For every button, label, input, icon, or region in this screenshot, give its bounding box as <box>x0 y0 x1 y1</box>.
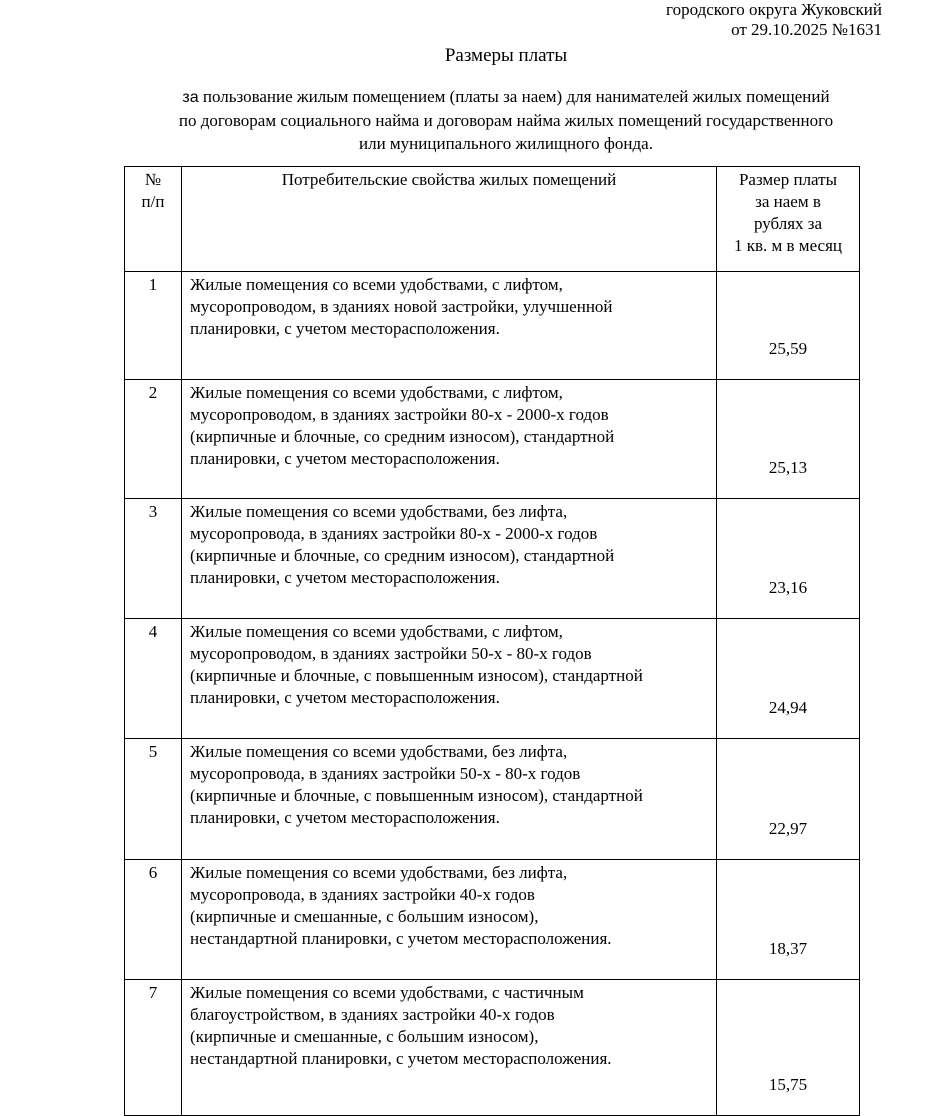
header-line-2: от 29.10.2025 №1631 <box>731 20 882 39</box>
row-description-line: планировки, с учетом месторасположения. <box>190 688 500 707</box>
row-number: 1 <box>125 272 182 380</box>
subtitle <box>120 85 892 155</box>
column-header-num-line: № <box>144 170 162 189</box>
row-price: 22,97 <box>717 739 860 860</box>
row-description-line: планировки, с учетом месторасположения. <box>190 568 500 587</box>
row-price: 23,16 <box>717 499 860 619</box>
row-description-line: Жилые помещения со всеми удобствами, с частичным <box>190 983 584 1002</box>
row-description-line: благоустройством, в зданиях застройки 40-х годов <box>190 1005 555 1024</box>
row-description-line: Жилые помещения со всеми удобствами, без лифта, <box>190 863 568 882</box>
row-description <box>182 272 717 380</box>
row-number: 4 <box>125 619 182 739</box>
table-row <box>125 499 860 619</box>
row-price: 25,59 <box>717 272 860 380</box>
row-description-line: (кирпичные и блочные, со средним износом), стандартной <box>190 546 615 565</box>
row-price: 18,37 <box>717 860 860 980</box>
table-row <box>125 380 860 499</box>
row-description-line: мусоропроводом, в зданиях застройки 80-х - 2000-х годов <box>190 405 609 424</box>
column-header-num <box>125 167 182 272</box>
row-description <box>182 499 717 619</box>
table-row <box>125 860 860 980</box>
header-line-1: городского округа Жуковский <box>666 0 882 19</box>
subtitle-lead: за <box>182 89 199 106</box>
subtitle-line-3: или муниципального жилищного фонда. <box>359 134 653 153</box>
row-description-line: Жилые помещения со всеми удобствами, с лифтом, <box>190 275 563 294</box>
subtitle-line-2: по договорам социального найма и договорам найма жилых помещений государственного <box>178 111 834 130</box>
subtitle-line-1 <box>120 85 892 109</box>
row-description-line: планировки, с учетом месторасположения. <box>190 808 500 827</box>
row-description-line: нестандартной планировки, с учетом месторасположения. <box>190 1049 612 1068</box>
row-description-line: мусоропроводом, в зданиях застройки 50-х - 80-х годов <box>190 644 592 663</box>
row-number: 7 <box>125 980 182 1116</box>
column-header-price-line: Размер платы <box>738 170 838 189</box>
row-number: 5 <box>125 739 182 860</box>
row-description-line: мусоропровода, в зданиях застройки 40-х годов <box>190 885 535 904</box>
row-number: 3 <box>125 499 182 619</box>
table-header-row <box>125 167 860 272</box>
row-description-line: (кирпичные и блочные, с повышенным износом), стандартной <box>190 786 643 805</box>
row-description-line: Жилые помещения со всеми удобствами, с лифтом, <box>190 622 563 641</box>
table-row <box>125 619 860 739</box>
row-description-line: мусоропровода, в зданиях застройки 80-х - 2000-х годов <box>190 524 598 543</box>
row-description-line: (кирпичные и блочные, с повышенным износом), стандартной <box>190 666 643 685</box>
row-number: 6 <box>125 860 182 980</box>
column-header-properties: Потребительские свойства жилых помещений <box>182 167 717 272</box>
row-description <box>182 619 717 739</box>
row-number: 2 <box>125 380 182 499</box>
column-header-price-line: за наем в <box>755 192 821 211</box>
column-header-num-line: п/п <box>141 192 165 211</box>
row-description-line: (кирпичные и смешанные, с большим износом), <box>190 1027 539 1046</box>
row-description-line: мусоропроводом, в зданиях новой застройки, улучшенной <box>190 297 613 316</box>
column-header-price-line: 1 кв. м в месяц <box>733 236 842 255</box>
row-price: 15,75 <box>717 980 860 1116</box>
row-description-line: Жилые помещения со всеми удобствами, без лифта, <box>190 742 568 761</box>
column-header-price <box>717 167 860 272</box>
row-description <box>182 980 717 1116</box>
row-price: 24,94 <box>717 619 860 739</box>
row-description <box>182 739 717 860</box>
row-description-line: Жилые помещения со всеми удобствами, без лифта, <box>190 502 568 521</box>
row-description-line: нестандартной планировки, с учетом месторасположения. <box>190 929 612 948</box>
row-description-line: (кирпичные и смешанные, с большим износом), <box>190 907 539 926</box>
row-description-line: планировки, с учетом месторасположения. <box>190 449 500 468</box>
table-row <box>125 980 860 1116</box>
row-description-line: планировки, с учетом месторасположения. <box>190 319 500 338</box>
row-description-line: мусоропровода, в зданиях застройки 50-х - 80-х годов <box>190 764 581 783</box>
row-description <box>182 380 717 499</box>
column-header-price-line: рублях за <box>753 214 823 233</box>
page-title: Размеры платы <box>444 45 568 66</box>
rates-table <box>124 166 860 1116</box>
table-row <box>125 272 860 380</box>
table-row <box>125 739 860 860</box>
row-description-line: (кирпичные и блочные, со средним износом), стандартной <box>190 427 615 446</box>
row-description-line: Жилые помещения со всеми удобствами, с лифтом, <box>190 383 563 402</box>
row-price: 25,13 <box>717 380 860 499</box>
row-description <box>182 860 717 980</box>
subtitle-line-1-text: пользование жилым помещением (платы за наем) для нанимателей жилых помещений <box>198 87 830 106</box>
